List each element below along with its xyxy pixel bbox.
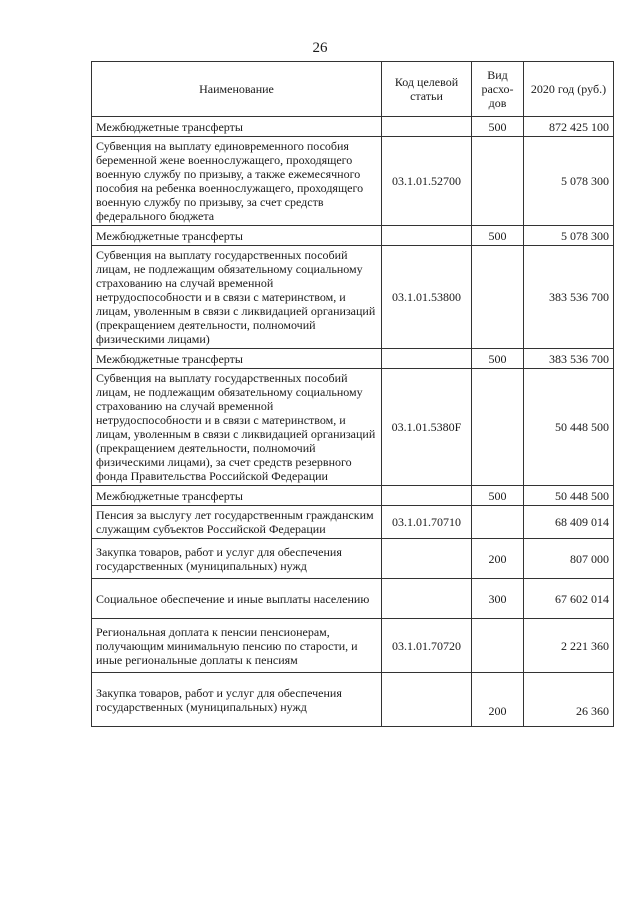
budget-table <box>91 61 614 727</box>
table-row <box>92 117 614 137</box>
row-kind: 300 <box>472 579 524 619</box>
row-name: Субвенция на выплату государственных пособий лицам, не подлежащим обязательному социальному страхованию на случай временной нетрудоспособности и в связи с материнством, и лицам, уволенным в связи с ликвидацией организаций (прекращением деятельности, полномочий физическими лицами), за счет средств резервного фонда Правительства Российской Федерации <box>92 369 382 486</box>
row-code: 03.1.01.70720 <box>382 619 472 673</box>
table-row <box>92 137 614 226</box>
row-code <box>382 226 472 246</box>
table-row <box>92 246 614 349</box>
row-name: Социальное обеспечение и иные выплаты населению <box>92 579 382 619</box>
row-code <box>382 117 472 137</box>
row-kind: 500 <box>472 117 524 137</box>
row-name: Субвенция на выплату единовременного пособия беременной жене военнослужащего, проходящего военную службу по призыву, а также ежемесячного пособия на ребенка военнослужащего, проходящего военную службу по призыву, за счет средств федерального бюджета <box>92 137 382 226</box>
row-amount: 5 078 300 <box>524 137 614 226</box>
table-row <box>92 539 614 579</box>
row-amount: 383 536 700 <box>524 349 614 369</box>
row-code <box>382 539 472 579</box>
header-amount: 2020 год (руб.) <box>524 62 614 117</box>
row-kind: 200 <box>472 539 524 579</box>
row-name: Субвенция на выплату государственных пособий лицам, не подлежащим обязательному социальному страхованию на случай временной нетрудоспособности и в связи с материнством, и лицам, уволенным в связи с ликвидацией организаций (прекращением деятельности, полномочий физическими лицами) <box>92 246 382 349</box>
header-name: Наименование <box>92 62 382 117</box>
row-code <box>382 486 472 506</box>
table-row <box>92 226 614 246</box>
row-kind <box>472 137 524 226</box>
row-amount: 5 078 300 <box>524 226 614 246</box>
row-code: 03.1.01.53800 <box>382 246 472 349</box>
row-amount: 807 000 <box>524 539 614 579</box>
table-row <box>92 349 614 369</box>
row-amount: 50 448 500 <box>524 369 614 486</box>
row-kind <box>472 619 524 673</box>
row-code: 03.1.01.5380F <box>382 369 472 486</box>
row-amount: 383 536 700 <box>524 246 614 349</box>
row-kind: 500 <box>472 486 524 506</box>
row-amount: 872 425 100 <box>524 117 614 137</box>
row-code: 03.1.01.52700 <box>382 137 472 226</box>
row-code <box>382 673 472 727</box>
row-name: Пенсия за выслугу лет государственным гражданским служащим субъектов Российской Федерации <box>92 506 382 539</box>
row-name: Закупка товаров, работ и услуг для обеспечения государственных (муниципальных) нужд <box>92 673 382 727</box>
table-row <box>92 369 614 486</box>
table-header-row <box>92 62 614 117</box>
row-amount: 2 221 360 <box>524 619 614 673</box>
table-row <box>92 486 614 506</box>
row-name: Межбюджетные трансферты <box>92 349 382 369</box>
row-kind: 500 <box>472 226 524 246</box>
row-name: Региональная доплата к пенсии пенсионерам, получающим минимальную пенсию по старости, и иные региональные доплаты к пенсиям <box>92 619 382 673</box>
row-amount: 68 409 014 <box>524 506 614 539</box>
row-name: Межбюджетные трансферты <box>92 226 382 246</box>
page-number: 26 <box>312 40 328 56</box>
row-amount: 26 360 <box>524 673 614 727</box>
row-kind: 200 <box>472 673 524 727</box>
row-name: Межбюджетные трансферты <box>92 486 382 506</box>
row-name: Межбюджетные трансферты <box>92 117 382 137</box>
row-kind <box>472 369 524 486</box>
header-kind: Вид расхо-дов <box>472 62 524 117</box>
row-code <box>382 579 472 619</box>
row-amount: 50 448 500 <box>524 486 614 506</box>
row-kind <box>472 506 524 539</box>
row-code: 03.1.01.70710 <box>382 506 472 539</box>
header-code: Код целевой статьи <box>382 62 472 117</box>
row-kind <box>472 246 524 349</box>
table-row <box>92 506 614 539</box>
table-row <box>92 673 614 727</box>
row-name: Закупка товаров, работ и услуг для обеспечения государственных (муниципальных) нужд <box>92 539 382 579</box>
row-amount: 67 602 014 <box>524 579 614 619</box>
table-row <box>92 579 614 619</box>
table-row <box>92 619 614 673</box>
row-code <box>382 349 472 369</box>
row-kind: 500 <box>472 349 524 369</box>
